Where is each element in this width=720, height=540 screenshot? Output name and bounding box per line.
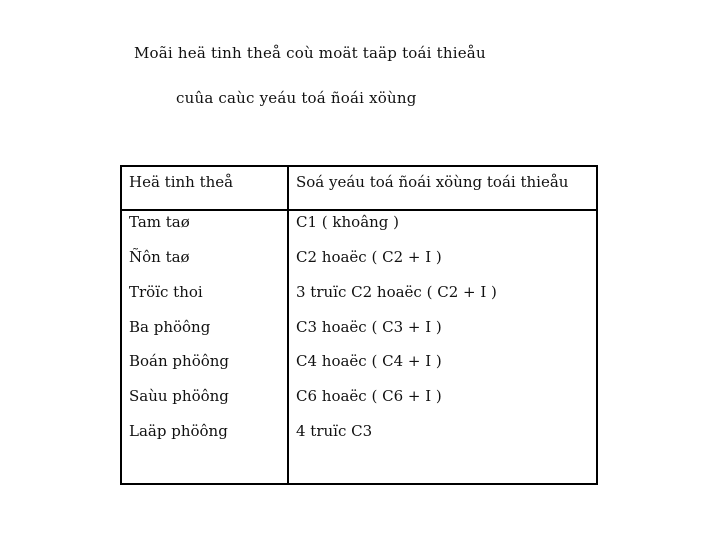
row-system: Saùu phöông <box>129 387 229 405</box>
row-system: Tam taø <box>129 213 190 231</box>
header-system: Heä tinh theå <box>129 173 234 191</box>
row-system: Ñôn taø <box>129 248 190 266</box>
symmetry-table <box>120 165 598 485</box>
row-elements: C2 hoaëc ( C2 + I ) <box>296 248 442 266</box>
row-elements: C1 ( khoâng ) <box>296 213 400 231</box>
row-elements: C4 hoaëc ( C4 + I ) <box>296 352 442 370</box>
row-system: Ba phöông <box>129 318 211 336</box>
row-system: Laäp phöông <box>129 422 228 440</box>
row-system: Boán phöông <box>129 352 230 370</box>
row-elements: C6 hoaëc ( C6 + I ) <box>296 387 442 405</box>
title-line-1: Moãi heä tinh theå coù moät taäp toái thieåu <box>134 44 486 62</box>
row-elements: C3 hoaëc ( C3 + I ) <box>296 318 442 336</box>
header-elements: Soá yeáu toá ñoái xöùng toái thieåu <box>296 173 569 191</box>
header-divider <box>122 209 596 211</box>
row-elements: 4 truïc C3 <box>296 422 373 440</box>
title-line-2: cuûa caùc yeáu toá ñoái xöùng <box>176 89 417 107</box>
row-elements: 3 truïc C2 hoaëc ( C2 + I ) <box>296 283 497 301</box>
column-divider <box>287 167 289 483</box>
row-system: Tröïc thoi <box>129 283 203 301</box>
